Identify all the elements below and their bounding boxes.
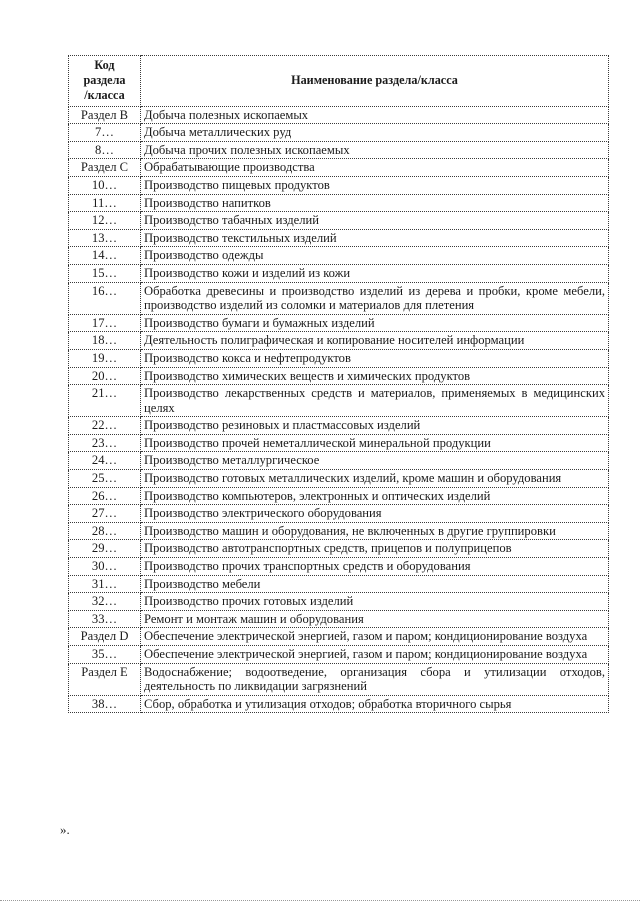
class-name-cell: Сбор, обработка и утилизация отходов; обработка вторичного сырья (141, 695, 609, 713)
table-row (69, 282, 609, 314)
class-code-cell: 25… (69, 470, 141, 488)
class-name-cell: Производство химических веществ и химических продуктов (141, 367, 609, 385)
class-code-cell: 14… (69, 247, 141, 265)
classifier-table (68, 55, 609, 713)
table-row (69, 349, 609, 367)
table-header (69, 56, 609, 107)
table-row (69, 610, 609, 628)
table-row (69, 176, 609, 194)
class-code-cell: 38… (69, 695, 141, 713)
page-bottom-rule (0, 900, 640, 901)
class-code-cell: 33… (69, 610, 141, 628)
class-name-cell: Производство лекарственных средств и материалов, применяемых в медицинских целях (141, 385, 609, 417)
class-name-cell: Производство табачных изделий (141, 212, 609, 230)
header-code (69, 56, 141, 107)
class-code-cell: 31… (69, 575, 141, 593)
section-name-cell: Обеспечение электрической энергией, газом и паром; кондиционирование воздуха (141, 628, 609, 646)
class-code-cell: 29… (69, 540, 141, 558)
table-row (69, 470, 609, 488)
section-row (69, 663, 609, 695)
class-code-cell: 12… (69, 212, 141, 230)
table-row (69, 229, 609, 247)
class-code-cell: 18… (69, 332, 141, 350)
class-name-cell: Производство кокса и нефтепродуктов (141, 349, 609, 367)
class-name-cell: Производство машин и оборудования, не включенных в другие группировки (141, 522, 609, 540)
section-code-cell: Раздел Е (69, 663, 141, 695)
section-name-cell: Добыча полезных ископаемых (141, 106, 609, 124)
class-code-cell: 21… (69, 385, 141, 417)
class-code-cell: 15… (69, 264, 141, 282)
table-row (69, 332, 609, 350)
section-name-cell: Обрабатывающие производства (141, 159, 609, 177)
table-row (69, 487, 609, 505)
class-code-cell: 23… (69, 434, 141, 452)
class-code-cell: 11… (69, 194, 141, 212)
header-code-line: /класса (84, 88, 125, 103)
class-code-cell: 19… (69, 349, 141, 367)
closing-quote: ». (60, 822, 70, 837)
table-row (69, 124, 609, 142)
class-code-cell: 7… (69, 124, 141, 142)
class-name-cell: Ремонт и монтаж машин и оборудования (141, 610, 609, 628)
class-code-cell: 28… (69, 522, 141, 540)
class-code-cell: 26… (69, 487, 141, 505)
table-row (69, 247, 609, 265)
class-name-cell: Производство кожи и изделий из кожи (141, 264, 609, 282)
class-code-cell: 10… (69, 176, 141, 194)
class-code-cell: 17… (69, 314, 141, 332)
class-name-cell: Производство прочей неметаллической минеральной продукции (141, 434, 609, 452)
table-row (69, 212, 609, 230)
class-name-cell: Производство текстильных изделий (141, 229, 609, 247)
table-row (69, 385, 609, 417)
section-row (69, 159, 609, 177)
class-name-cell: Добыча прочих полезных ископаемых (141, 141, 609, 159)
table-row (69, 314, 609, 332)
class-code-cell: 35… (69, 646, 141, 664)
table-row (69, 434, 609, 452)
class-code-cell: 8… (69, 141, 141, 159)
class-name-cell: Производство готовых металлических изделий, кроме машин и оборудования (141, 470, 609, 488)
table-row (69, 141, 609, 159)
section-code-cell: Раздел С (69, 159, 141, 177)
class-code-cell: 22… (69, 417, 141, 435)
section-code-cell: Раздел D (69, 628, 141, 646)
class-code-cell: 20… (69, 367, 141, 385)
class-name-cell: Обеспечение электрической энергией, газом и паром; кондиционирование воздуха (141, 646, 609, 664)
table-row (69, 695, 609, 713)
table-body (69, 106, 609, 713)
class-name-cell: Производство пищевых продуктов (141, 176, 609, 194)
table-row (69, 417, 609, 435)
class-name-cell: Производство одежды (141, 247, 609, 265)
class-name-cell: Производство прочих транспортных средств и оборудования (141, 558, 609, 576)
section-name-cell: Водоснабжение; водоотведение, организация сбора и утилизации отходов, деятельность по ликвидации загрязнений (141, 663, 609, 695)
table-row (69, 194, 609, 212)
table-row (69, 505, 609, 523)
header-code-line: Код (94, 58, 115, 72)
class-name-cell: Производство напитков (141, 194, 609, 212)
class-name-cell: Добыча металлических руд (141, 124, 609, 142)
class-code-cell: 30… (69, 558, 141, 576)
table-row (69, 558, 609, 576)
class-code-cell: 24… (69, 452, 141, 470)
class-name-cell: Производство металлургическое (141, 452, 609, 470)
class-name-cell: Производство резиновых и пластмассовых изделий (141, 417, 609, 435)
class-code-cell: 32… (69, 593, 141, 611)
table-row (69, 452, 609, 470)
class-name-cell: Производство автотранспортных средств, прицепов и полуприцепов (141, 540, 609, 558)
class-name-cell: Обработка древесины и производство изделий из дерева и пробки, кроме мебели, производство изделий из соломки и материалов для плетения (141, 282, 609, 314)
table-row (69, 575, 609, 593)
section-row (69, 628, 609, 646)
table-row (69, 540, 609, 558)
class-code-cell: 27… (69, 505, 141, 523)
table-row (69, 367, 609, 385)
table-row (69, 646, 609, 664)
class-name-cell: Производство компьютеров, электронных и оптических изделий (141, 487, 609, 505)
section-row (69, 106, 609, 124)
class-code-cell: 16… (69, 282, 141, 314)
class-name-cell: Производство прочих готовых изделий (141, 593, 609, 611)
class-name-cell: Деятельность полиграфическая и копирование носителей информации (141, 332, 609, 350)
table-row (69, 522, 609, 540)
header-name: Наименование раздела/класса (141, 56, 609, 107)
section-code-cell: Раздел В (69, 106, 141, 124)
table-row (69, 264, 609, 282)
class-name-cell: Производство электрического оборудования (141, 505, 609, 523)
class-code-cell: 13… (69, 229, 141, 247)
table-row (69, 593, 609, 611)
header-code-line: раздела (83, 73, 126, 88)
class-name-cell: Производство бумаги и бумажных изделий (141, 314, 609, 332)
class-name-cell: Производство мебели (141, 575, 609, 593)
